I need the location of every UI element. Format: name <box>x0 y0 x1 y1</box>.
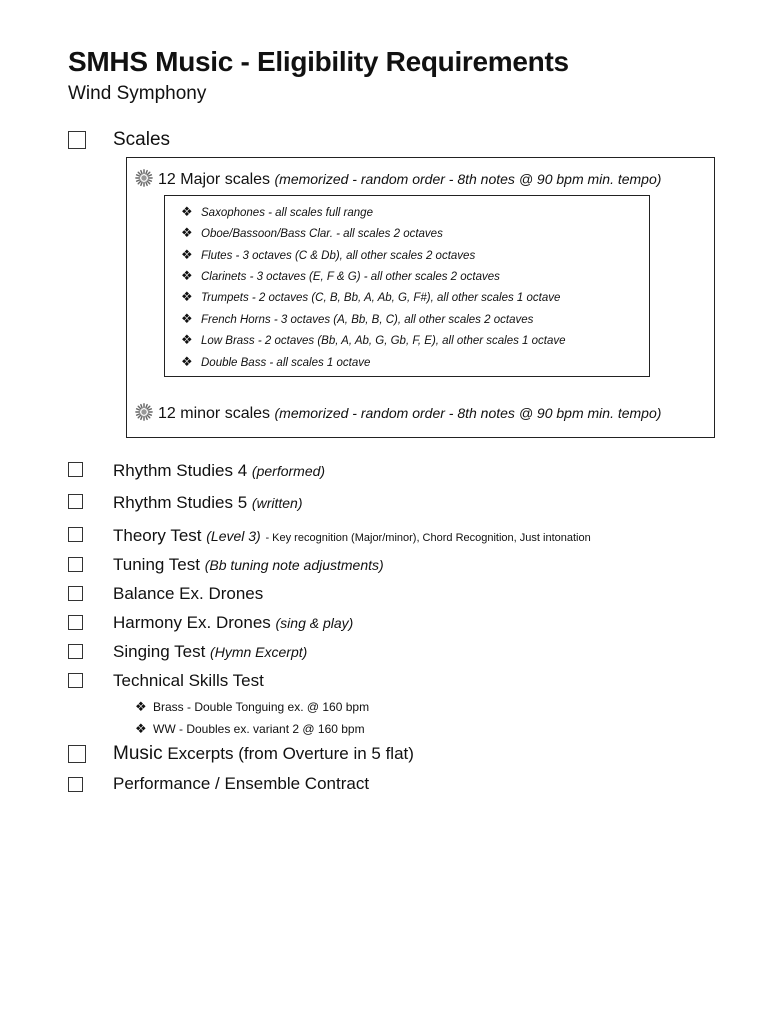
diamond-bullet-icon: ❖ <box>181 225 193 240</box>
diamond-bullet-icon: ❖ <box>181 354 193 369</box>
tuning-test-item: Tuning Test (Bb tuning note adjustments) <box>113 555 384 574</box>
major-scales-heading <box>135 169 661 189</box>
page-subtitle: Wind Symphony <box>68 83 207 104</box>
instrument-item: ❖ Flutes - 3 octaves (C & Db), all other scales 2 octaves <box>181 247 476 262</box>
harmony-drones-item: Harmony Ex. Drones (sing & play) <box>113 613 354 632</box>
diamond-bullet-icon: ❖ <box>181 204 193 219</box>
instrument-requirements-box <box>164 195 650 377</box>
rhythm-studies-5-item: Rhythm Studies 5 (written) <box>113 493 303 512</box>
minor-scales-heading <box>135 403 661 423</box>
diamond-bullet-icon: ❖ <box>135 721 147 736</box>
technical-subitem: ❖ Brass - Double Tonguing ex. @ 160 bpm <box>135 699 370 714</box>
minor-scales-note: (memorized - random order - 8th notes @ 90 bpm min. tempo) <box>274 405 662 421</box>
instrument-item: ❖ Low Brass - 2 octaves (Bb, A, Ab, G, Gb, F, E), all other scales 1 octave <box>181 332 566 347</box>
scales-checkbox[interactable] <box>68 131 86 149</box>
singing-test-item: Singing Test (Hymn Excerpt) <box>113 642 308 661</box>
sun-gear-icon <box>135 169 153 187</box>
technical-skills-checkbox[interactable] <box>68 673 83 688</box>
rhythm-studies-4-item: Rhythm Studies 4 (performed) <box>113 461 326 480</box>
technical-skills-item: Technical Skills Test <box>113 671 264 690</box>
instrument-item: ❖ Trumpets - 2 octaves (C, B, Bb, A, Ab, G, F#), all other scales 1 octave <box>181 289 561 304</box>
music-excerpts-checkbox[interactable] <box>68 745 86 763</box>
diamond-bullet-icon: ❖ <box>181 289 193 304</box>
diamond-bullet-icon: ❖ <box>181 247 193 262</box>
scales-label: Scales <box>113 129 171 150</box>
theory-test-checkbox[interactable] <box>68 527 83 542</box>
sun-gear-icon <box>135 403 153 421</box>
balance-drones-item: Balance Ex. Drones <box>113 584 264 603</box>
major-scales-note: (memorized - random order - 8th notes @ 90 bpm min. tempo) <box>274 171 662 187</box>
performance-contract-item: Performance / Ensemble Contract <box>113 774 370 793</box>
rhythm-studies-4-checkbox[interactable] <box>68 462 83 477</box>
diamond-bullet-icon: ❖ <box>181 332 193 347</box>
instrument-item: ❖ French Horns - 3 octaves (A, Bb, B, C), all other scales 2 octaves <box>181 311 534 326</box>
instrument-item: ❖ Oboe/Bassoon/Bass Clar. - all scales 2 octaves <box>181 225 443 240</box>
tuning-test-checkbox[interactable] <box>68 557 83 572</box>
instrument-item: ❖ Clarinets - 3 octaves (E, F & G) - all other scales 2 octaves <box>181 268 500 283</box>
diamond-bullet-icon: ❖ <box>135 699 147 714</box>
diamond-bullet-icon: ❖ <box>181 268 193 283</box>
instrument-item: ❖ Double Bass - all scales 1 octave <box>181 354 371 369</box>
instrument-item: ❖ Saxophones - all scales full range <box>181 204 373 219</box>
page-title: SMHS Music - Eligibility Requirements <box>68 46 569 77</box>
harmony-drones-checkbox[interactable] <box>68 615 83 630</box>
rhythm-studies-5-checkbox[interactable] <box>68 494 83 509</box>
performance-contract-checkbox[interactable] <box>68 777 83 792</box>
minor-scales-label: 12 minor scales <box>158 405 271 422</box>
diamond-bullet-icon: ❖ <box>181 311 193 326</box>
major-scales-label: 12 Major scales <box>158 171 271 188</box>
balance-drones-checkbox[interactable] <box>68 586 83 601</box>
theory-test-item: Theory Test (Level 3) - Key recognition (Major/minor), Chord Recognition, Just intonation <box>113 526 591 545</box>
technical-subitem: ❖ WW - Doubles ex. variant 2 @ 160 bpm <box>135 721 365 736</box>
music-excerpts-item: Music Excerpts (from Overture in 5 flat) <box>113 743 414 764</box>
singing-test-checkbox[interactable] <box>68 644 83 659</box>
